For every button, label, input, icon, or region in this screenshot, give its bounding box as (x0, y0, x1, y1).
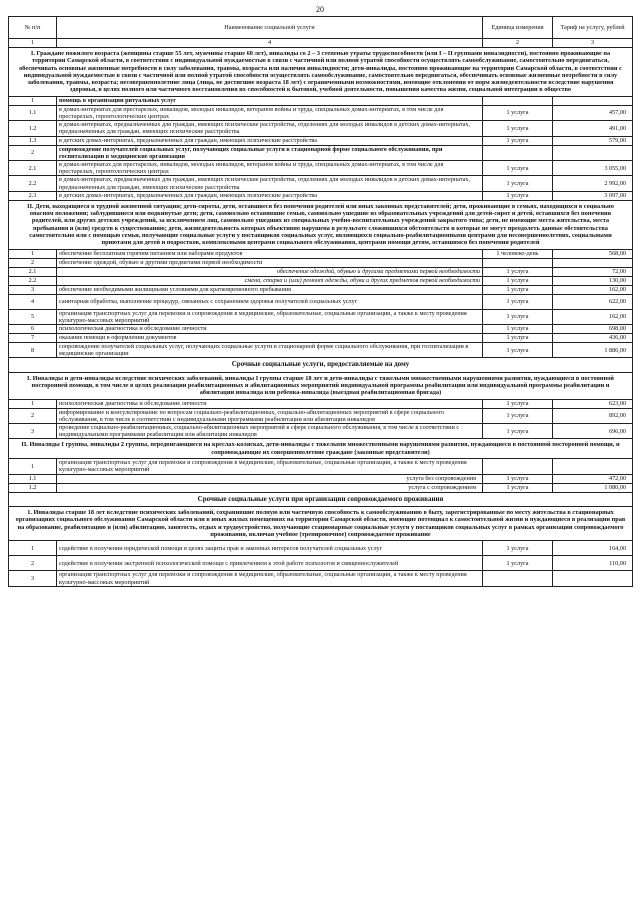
column-index-row (9, 39, 633, 48)
row-num: 1.1 (9, 105, 57, 120)
table-row (9, 556, 633, 571)
row-num: 1.2 (9, 483, 57, 492)
table-row (9, 541, 633, 556)
header-num: № п/п (9, 17, 57, 39)
row-num: 1 (9, 458, 57, 474)
row-num: 5 (9, 309, 57, 324)
table-row (9, 267, 633, 276)
row-unit (483, 571, 553, 586)
row-tariff: 472,00 (553, 474, 633, 483)
row-service-name: в детских домах-интернатах, предназначенных для граждан, имеющих психические расстройства (57, 191, 483, 200)
row-unit: 1 услуга (483, 176, 553, 191)
section-row (9, 372, 633, 399)
row-tariff: 1 080,00 (553, 483, 633, 492)
row-tariff: 436,00 (553, 334, 633, 343)
table-row (9, 571, 633, 586)
row-tariff (553, 258, 633, 267)
section-5-heading: 1. Инвалиды старше 18 лет вследствие психических заболеваний, сохранившие полную или частичную способность к самообслуживанию в быту, зарегистрированные по месту жительства в стационарных организациях социального обслуживания Самарской области или в иных жилых помещениях на территории Самарской области, имеющие потенциал к самостоятельной жизни и нуждающиеся в реализации прав на образование, реабилитацию и (или) абилитацию, занятость, отдых и трудоустройство, получающие стационарные социальные услуги у поставщиков социальных услуг в рамках организации сопровождаемого проживания, включая учебное (тренировочное) сопровождаемое проживание (9, 507, 633, 541)
row-unit (483, 258, 553, 267)
urgent-accompanied-title: Срочные социальные услуги при организации сопровождаемого проживания (9, 492, 633, 506)
table-row (9, 343, 633, 358)
row-unit (483, 458, 553, 474)
row-num: 1 (9, 399, 57, 408)
row-unit: 1 услуга (483, 136, 553, 145)
row-service-name: услуга с сопровождением (57, 483, 483, 492)
row-tariff (553, 571, 633, 586)
row-service-name: в домах-интернатах, предназначенных для граждан, имеющих психические расстройства, отделениях для молодых инвалидов в детских домах-интернатах, предназначенных для граждан, имеющих психические расстройства (57, 176, 483, 191)
table-row (9, 249, 633, 258)
row-num: 7 (9, 334, 57, 343)
row-unit: 1 услуга (483, 541, 553, 556)
row-service-name: сопровождение получателей социальных услуг, получающих социальные услуги в стационарной форме социального обслуживания, при госпитализации в медицинские организации (57, 145, 483, 160)
table-row (9, 334, 633, 343)
row-unit: 1 услуга (483, 105, 553, 120)
row-tariff: 568,00 (553, 249, 633, 258)
row-tariff: 2 992,00 (553, 176, 633, 191)
row-num: 3 (9, 423, 57, 438)
section-4-heading: II. Инвалиды I группы, инвалиды 2 группы, передвигающиеся на креслах-колясках, дети-инвалиды с тяжелыми множественными нарушениями развития, нуждающиеся в постоянной посторонней помощи, и сопровождающие их совершеннолетние граждане (законные представители) (9, 439, 633, 459)
row-num: 1.2 (9, 121, 57, 136)
row-unit: 1 услуга (483, 161, 553, 176)
header-unit: Единица измерения (483, 17, 553, 39)
section-row (9, 507, 633, 541)
row-unit: 1 услуга (483, 343, 553, 358)
row-tariff: 3 097,00 (553, 191, 633, 200)
row-service-name: в домах-интернатах, предназначенных для граждан, имеющих психические расстройства, отделениях для молодых инвалидов в детских домах-интернатах, предназначенных для граждан, имеющих психические расстройства (57, 121, 483, 136)
header-name: Наименование социальной услуги (57, 17, 483, 39)
row-service-name: обеспечение необходимыми жилищными условиями для кратковременного пребывания (57, 285, 483, 294)
col-index-1: 1 (9, 39, 57, 48)
table-row (9, 408, 633, 423)
row-service-name: проведение социально-реабилитационных, социально-абилитационных мероприятий в сфере социального обслуживания, в том числе в соответствии с индивидуальными программами реабилитации или абилитации инвалидов (57, 423, 483, 438)
table-row (9, 96, 633, 105)
row-service-name: организация транспортных услуг для перевозки и сопровождения в медицинские, образовательные, социальные организации, а также к месту проведения культурно-массовых мероприятий (57, 309, 483, 324)
row-service-name: обеспечение одеждой, обувью и другими предметами первой необходимости (57, 258, 483, 267)
row-service-name: сопровождение получателей социальных услуг, получающих социальные услуги в стационарной форме социального обслуживания, при госпитализации в медицинские организации (57, 343, 483, 358)
section-row (9, 439, 633, 459)
row-num: 2 (9, 258, 57, 267)
row-service-name: в домах-интернатах для престарелых, инвалидов, молодых инвалидов, ветеранов войны и труда, специальных домах-интернатах, в том числе для престарелых, геронтологических центрах (57, 105, 483, 120)
row-unit: 1 услуга (483, 325, 553, 334)
title-row (9, 492, 633, 506)
col-index-4: 3 (553, 39, 633, 48)
row-num: 2.2 (9, 276, 57, 285)
row-tariff: 698,00 (553, 325, 633, 334)
table-row (9, 474, 633, 483)
table-row (9, 276, 633, 285)
row-num: 1.3 (9, 136, 57, 145)
col-index-2: 4 (57, 39, 483, 48)
row-num: 2.1 (9, 267, 57, 276)
row-unit (483, 145, 553, 160)
row-service-name: информирование и консультирование по вопросам социально-реабилитационных, социально-абилитационных мероприятий в сфере социального обслуживания, в том числе в соответствии с индивидуальными программами реабилитации или абилитации инвалидов (57, 408, 483, 423)
row-tariff: 162,00 (553, 309, 633, 324)
table-row (9, 285, 633, 294)
row-unit: 1 услуга (483, 191, 553, 200)
row-tariff: 110,00 (553, 556, 633, 571)
row-unit: 1 услуга (483, 285, 553, 294)
row-num: 1 (9, 541, 57, 556)
row-tariff: 622,00 (553, 294, 633, 309)
row-tariff: 1 886,00 (553, 343, 633, 358)
section-1-heading: I. Граждане пожилого возраста (женщины старше 55 лет, мужчины старше 60 лет), инвалиды со 2 – 3 степенью утраты трудоспособности (или I – II группами инвалидности), постоянно проживающие на территории Самарской области, в соответствии с индивидуальной нуждаемостью в связи с частичной или полной утратой способности осуществлять самообслуживание, самостоятельно передвигаться, обеспечивать основные жизненные потребности в силу заболевания, травмы, возраста или наличия инвалидности; дети-инвалиды, постоянно проживающие на территории Самарской области, в соответствии с индивидуальной нуждаемостью в связи с частичной или полной утратой способности осуществлять самообслуживание, самостоятельно передвигаться, обеспечивать основные жизненные потребности в силу заболевания, травмы, возраста; несовершеннолетние лица (лица, не достигшие возраста 18 лет) с ограниченными возможностями, имеющие отклонения от норм жизнедеятельности вследствие нарушения здоровья, в целях полного или частичного восстановления их способностей к бытовой, учебной деятельности, повышения качества жизни, социальной интеграции в общество (9, 48, 633, 97)
row-service-name: санитарная обработка, выполнение процедур, связанных с сохранением здоровья получателей социальных услуг (57, 294, 483, 309)
row-num: 2.3 (9, 191, 57, 200)
row-num: 4 (9, 294, 57, 309)
section-3-heading: I. Инвалиды и дети-инвалиды вследствие психических заболеваний, инвалиды I группы старше 18 лет и дети-инвалиды с тяжелыми множественными нарушениями развития, нуждающиеся в постоянной посторонней помощи, в том числе в целях реализации реабилитационных и абилитационных мероприятий индивидуальной программы реабилитации или индивидуальной программы реабилитации и абилитации инвалида или ребенка-инвалида (выездная реабилитационная бригада) (9, 372, 633, 399)
row-tariff: 130,00 (553, 276, 633, 285)
row-tariff: 457,00 (553, 105, 633, 120)
tariff-table (8, 16, 633, 587)
section-row (9, 200, 633, 249)
row-unit: 1 услуга (483, 483, 553, 492)
row-unit: 1 услуга (483, 294, 553, 309)
row-num: 1 (9, 96, 57, 105)
row-service-name: оказание помощи в оформлении документов (57, 334, 483, 343)
row-unit: 1 услуга (483, 309, 553, 324)
table-row (9, 121, 633, 136)
row-unit: 1 услуга (483, 556, 553, 571)
row-unit: 1 услуга (483, 474, 553, 483)
row-service-name: помощь в организации ритуальных услуг (57, 96, 483, 105)
row-tariff: 623,00 (553, 399, 633, 408)
title-row (9, 358, 633, 372)
table-row (9, 294, 633, 309)
row-unit (483, 96, 553, 105)
row-tariff: 3 055,00 (553, 161, 633, 176)
table-row (9, 309, 633, 324)
row-tariff: 491,00 (553, 121, 633, 136)
row-service-name: услуга без сопровождения (57, 474, 483, 483)
section-2-heading: II. Дети, находящиеся в трудной жизненной ситуации; дети-сироты, дети, оставшиеся без попечения родителей или иных законных представителей; дети, проживающие в семьях, находящихся в социально опасном положении; заблудившиеся или подкинутые дети; дети, самовольно оставившие семью, самовольно ушедшие из образовательных учреждений для детей-сирот и детей, оставшихся без попечения родителей, или других детских учреждений, за исключением лиц, самовольно ушедших из специальных учебно-воспитательных учреждений закрытого типа; дети, не имеющие места жительства, места пребывания и (или) средств к существованию; дети, жизнедеятельность которых объективно нарушена в результате сложившихся обстоятельств и которые не могут преодолеть данные обстоятельства самостоятельно или с помощью семьи, получающие социальные услуги у поставщиков социальных услуг, являющихся социально-реабилитационными центрами для несовершеннолетних, социальными приютами для детей и подростков, комплексными центрами социального обслуживания, центрами помощи детям, оставшимся без попечения родителей (9, 200, 633, 249)
row-unit: 1 услуга (483, 423, 553, 438)
page-number: 20 (316, 5, 324, 14)
row-service-name: организация транспортных услуг для перевозки и сопровождения в медицинские, образовательные, социальные организации, а также к месту проведения культурно-массовых мероприятий (57, 571, 483, 586)
row-service-name: организация транспортных услуг для перевозки и сопровождения в медицинские, образовательные, социальные организации, а также к месту проведения культурно-массовых мероприятий (57, 458, 483, 474)
row-num: 2 (9, 408, 57, 423)
row-service-name: содействие в получении экстренной психологической помощи с привлечением к этой работе психологов и священнослужителей (57, 556, 483, 571)
row-num: 2 (9, 556, 57, 571)
row-num: 1 (9, 249, 57, 258)
row-num: 1.1 (9, 474, 57, 483)
table-row (9, 258, 633, 267)
row-tariff: 892,00 (553, 408, 633, 423)
table-header-row (9, 17, 633, 39)
table-row (9, 191, 633, 200)
table-row (9, 176, 633, 191)
row-service-name: в детских домах-интернатах, предназначенных для граждан, имеющих психические расстройства (57, 136, 483, 145)
table-row (9, 325, 633, 334)
row-tariff: 579,00 (553, 136, 633, 145)
row-num: 2.1 (9, 161, 57, 176)
table-row (9, 399, 633, 408)
document-page (8, 4, 632, 587)
row-tariff (553, 96, 633, 105)
row-num: 2 (9, 145, 57, 160)
row-tariff: 696,00 (553, 423, 633, 438)
row-num: 3 (9, 285, 57, 294)
table-row (9, 423, 633, 438)
urgent-home-title: Срочные социальные услуги, предоставляемые на дому (9, 358, 633, 372)
row-service-name: психологическая диагностика и обследование личности (57, 399, 483, 408)
table-row (9, 105, 633, 120)
row-service-name: обеспечение одеждой, обувью и другими предметами первой необходимости (57, 267, 483, 276)
row-num: 3 (9, 571, 57, 586)
table-row (9, 458, 633, 474)
row-unit: 1 услуга (483, 276, 553, 285)
table-row (9, 136, 633, 145)
row-unit: 1 услуга (483, 408, 553, 423)
row-service-name: в домах-интернатах для престарелых, инвалидов, молодых инвалидов, ветеранов войны и труда, специальных домах-интернатах, в том числе для престарелых, геронтологических центрах (57, 161, 483, 176)
row-unit: 1 услуга (483, 121, 553, 136)
row-tariff: 162,00 (553, 285, 633, 294)
row-tariff: 164,00 (553, 541, 633, 556)
row-tariff: 72,00 (553, 267, 633, 276)
row-unit: 1 услуга (483, 334, 553, 343)
row-service-name: смена, стирка и (или) ремонт одежды, обуви и других предметов первой необходимости (57, 276, 483, 285)
row-service-name: психологическая диагностика и обследование личности (57, 325, 483, 334)
row-num: 8 (9, 343, 57, 358)
row-tariff (553, 458, 633, 474)
header-tariff: Тариф на услугу, рублей (553, 17, 633, 39)
section-row (9, 48, 633, 97)
col-index-3: 2 (483, 39, 553, 48)
row-unit: 1 услуга (483, 267, 553, 276)
table-row (9, 483, 633, 492)
row-tariff (553, 145, 633, 160)
row-num: 2.2 (9, 176, 57, 191)
table-row (9, 161, 633, 176)
row-unit: 1 человеко-день (483, 249, 553, 258)
table-row (9, 145, 633, 160)
row-num: 6 (9, 325, 57, 334)
row-service-name: содействие в получении юридической помощи в целях защиты прав и законных интересов получателей социальных услуг (57, 541, 483, 556)
row-service-name: обеспечение бесплатным горячим питанием или наборами продуктов (57, 249, 483, 258)
row-unit: 1 услуга (483, 399, 553, 408)
